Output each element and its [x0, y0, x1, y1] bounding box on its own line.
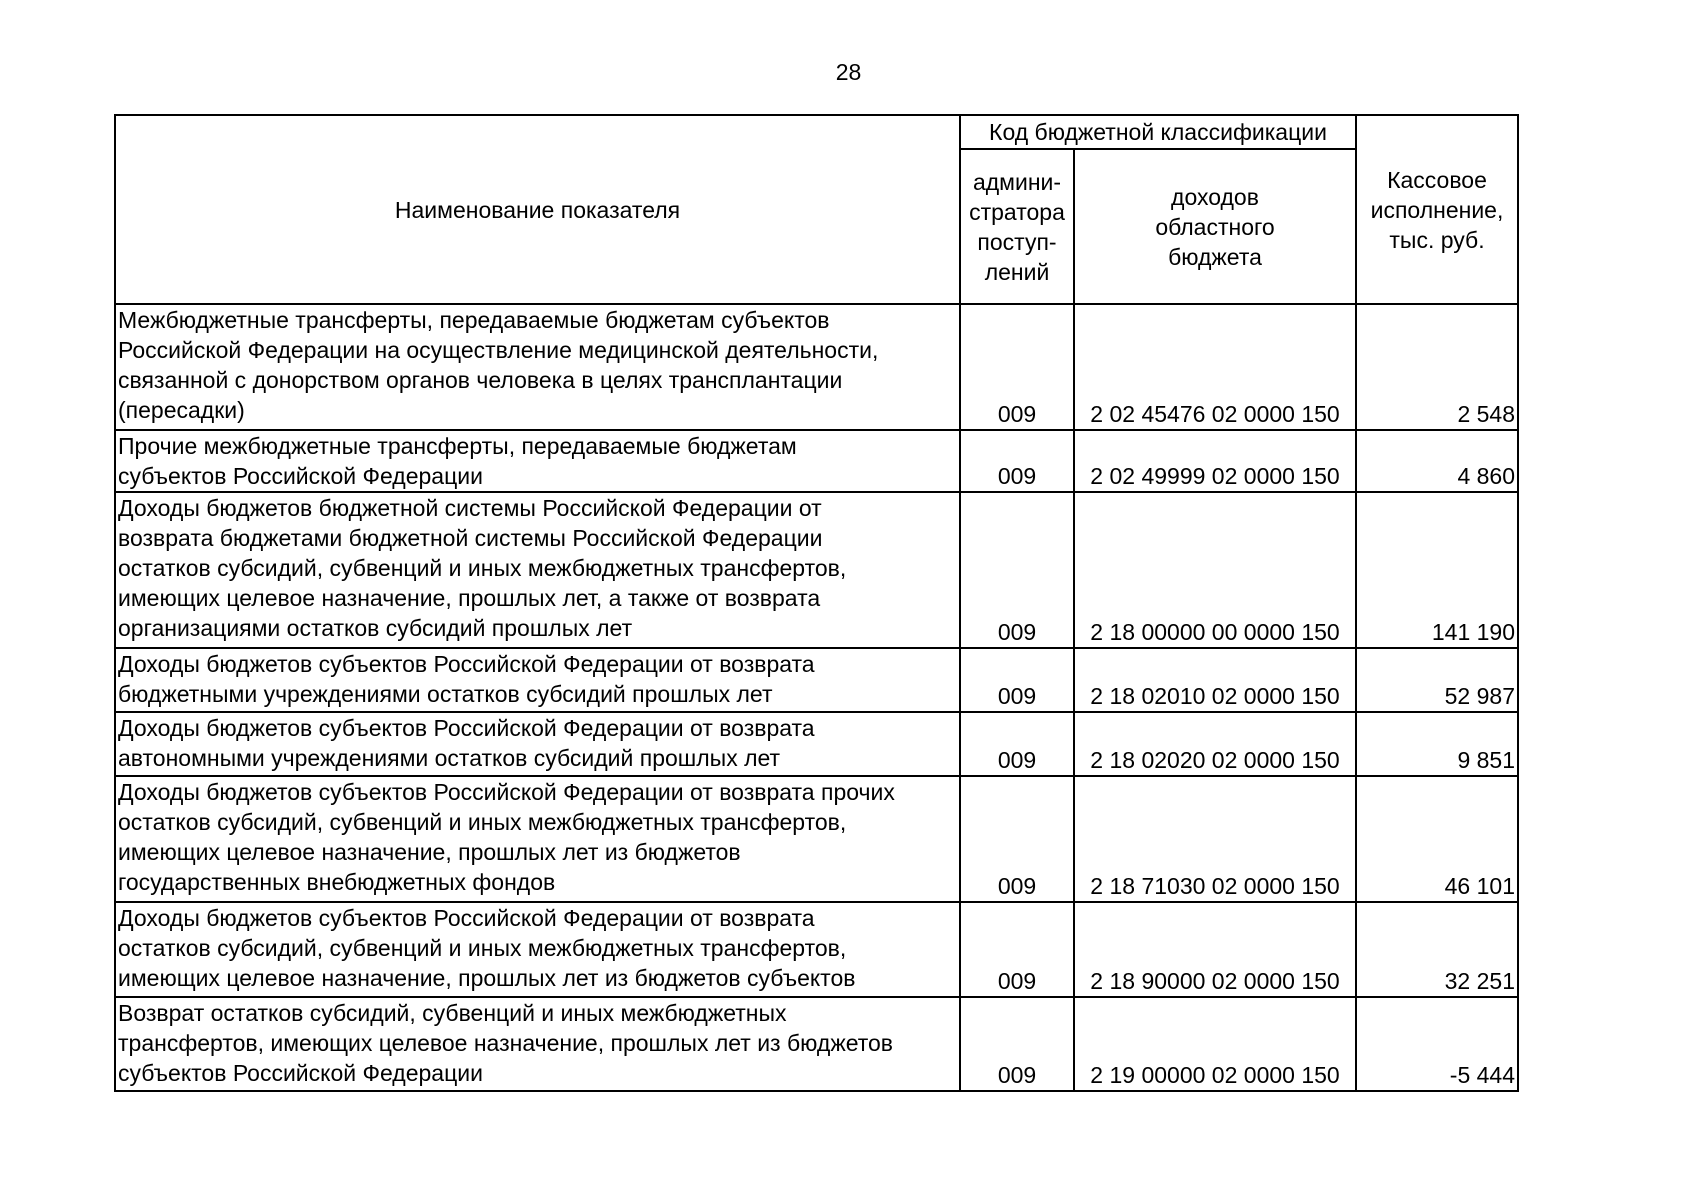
row-code: 2 19 00000 02 0000 150 — [1074, 997, 1356, 1091]
header-amount — [1356, 115, 1518, 304]
row-name — [115, 304, 960, 430]
row-code: 2 18 02020 02 0000 150 — [1074, 712, 1356, 776]
row-amount: 141 190 — [1356, 492, 1518, 648]
row-admin: 009 — [960, 430, 1074, 492]
row-name-line: возврата бюджетами бюджетной системы Российской Федерации — [118, 525, 823, 551]
row-name — [115, 776, 960, 902]
row-admin: 009 — [960, 776, 1074, 902]
row-admin: 009 — [960, 304, 1074, 430]
row-code: 2 18 71030 02 0000 150 — [1074, 776, 1356, 902]
header-income-line: бюджета — [1168, 243, 1262, 270]
row-name-line: бюджетными учреждениями остатков субсидий прошлых лет — [118, 681, 773, 707]
table-body — [115, 304, 1518, 1091]
header-income — [1074, 149, 1356, 304]
row-amount: 9 851 — [1356, 712, 1518, 776]
row-amount: 2 548 — [1356, 304, 1518, 430]
row-name-line: Возврат остатков субсидий, субвенций и иных межбюджетных — [118, 1000, 787, 1026]
row-name-line: остатков субсидий, субвенций и иных межбюджетных трансфертов, — [118, 809, 847, 835]
row-name-line: Доходы бюджетов бюджетной системы Российской Федерации от — [118, 495, 822, 521]
row-amount: 4 860 — [1356, 430, 1518, 492]
row-admin: 009 — [960, 492, 1074, 648]
table-row — [115, 902, 1518, 997]
header-code-group: Код бюджетной классификации — [960, 115, 1356, 149]
budget-table — [114, 114, 1519, 1092]
row-name-line: имеющих целевое назначение, прошлых лет, а также от возврата — [118, 585, 821, 611]
table-row — [115, 430, 1518, 492]
row-name-line: трансфертов, имеющих целевое назначение, прошлых лет из бюджетов — [118, 1030, 894, 1056]
row-name-line: государственных внебюджетных фондов — [118, 869, 556, 895]
row-name — [115, 648, 960, 712]
row-admin: 009 — [960, 712, 1074, 776]
row-amount: 52 987 — [1356, 648, 1518, 712]
table-row — [115, 997, 1518, 1091]
row-name — [115, 902, 960, 997]
table-row — [115, 776, 1518, 902]
row-name-line: (пересадки) — [118, 397, 245, 423]
row-name-line: связанной с донорством органов человека в целях трансплантации — [118, 367, 843, 393]
row-name — [115, 712, 960, 776]
row-name-line: Российской Федерации на осуществление медицинской деятельности, — [118, 337, 879, 363]
row-name — [115, 430, 960, 492]
table-header — [115, 115, 1518, 304]
table-row — [115, 712, 1518, 776]
header-income-line: областного — [1155, 213, 1275, 240]
table-row — [115, 304, 1518, 430]
row-name-line: Прочие межбюджетные трансферты, передаваемые бюджетам — [118, 433, 797, 459]
row-name-line: Межбюджетные трансферты, передаваемые бюджетам субъектов — [118, 307, 830, 333]
header-amount-line: тыс. руб. — [1389, 226, 1485, 253]
row-amount: -5 444 — [1356, 997, 1518, 1091]
row-admin: 009 — [960, 902, 1074, 997]
row-name-line: Доходы бюджетов субъектов Российской Федерации от возврата — [118, 905, 815, 931]
header-amount-line: исполнение, — [1370, 196, 1504, 223]
row-name-line: имеющих целевое назначение, прошлых лет из бюджетов — [118, 839, 741, 865]
table-row — [115, 648, 1518, 712]
row-code: 2 18 90000 02 0000 150 — [1074, 902, 1356, 997]
header-income-line: доходов — [1171, 183, 1259, 210]
header-name: Наименование показателя — [115, 115, 960, 304]
row-code: 2 18 02010 02 0000 150 — [1074, 648, 1356, 712]
row-name-line: остатков субсидий, субвенций и иных межбюджетных трансфертов, — [118, 555, 847, 581]
header-admin-line: админи- — [972, 168, 1062, 195]
header-admin — [960, 149, 1074, 304]
row-admin: 009 — [960, 997, 1074, 1091]
row-name-line: автономными учреждениями остатков субсидий прошлых лет — [118, 745, 781, 771]
row-name-line: остатков субсидий, субвенций и иных межбюджетных трансфертов, — [118, 935, 847, 961]
table-row — [115, 492, 1518, 648]
row-name-line: Доходы бюджетов субъектов Российской Федерации от возврата прочих — [118, 779, 895, 805]
header-amount-line: Кассовое — [1387, 166, 1487, 193]
header-admin-line: лений — [984, 258, 1050, 285]
row-code: 2 02 49999 02 0000 150 — [1074, 430, 1356, 492]
page-number: 28 — [835, 59, 862, 85]
header-admin-line: поступ- — [977, 228, 1057, 255]
row-name-line: имеющих целевое назначение, прошлых лет из бюджетов субъектов — [118, 965, 856, 991]
row-code: 2 18 00000 00 0000 150 — [1074, 492, 1356, 648]
row-name-line: субъектов Российской Федерации — [118, 463, 483, 489]
row-name — [115, 492, 960, 648]
row-code: 2 02 45476 02 0000 150 — [1074, 304, 1356, 430]
row-amount: 46 101 — [1356, 776, 1518, 902]
row-amount: 32 251 — [1356, 902, 1518, 997]
row-name-line: Доходы бюджетов субъектов Российской Федерации от возврата — [118, 651, 815, 677]
row-name-line: субъектов Российской Федерации — [118, 1060, 483, 1086]
row-name-line: Доходы бюджетов субъектов Российской Федерации от возврата — [118, 715, 815, 741]
header-admin-line: стратора — [969, 198, 1065, 225]
row-name — [115, 997, 960, 1091]
row-name-line: организациями остатков субсидий прошлых лет — [118, 615, 633, 641]
row-admin: 009 — [960, 648, 1074, 712]
